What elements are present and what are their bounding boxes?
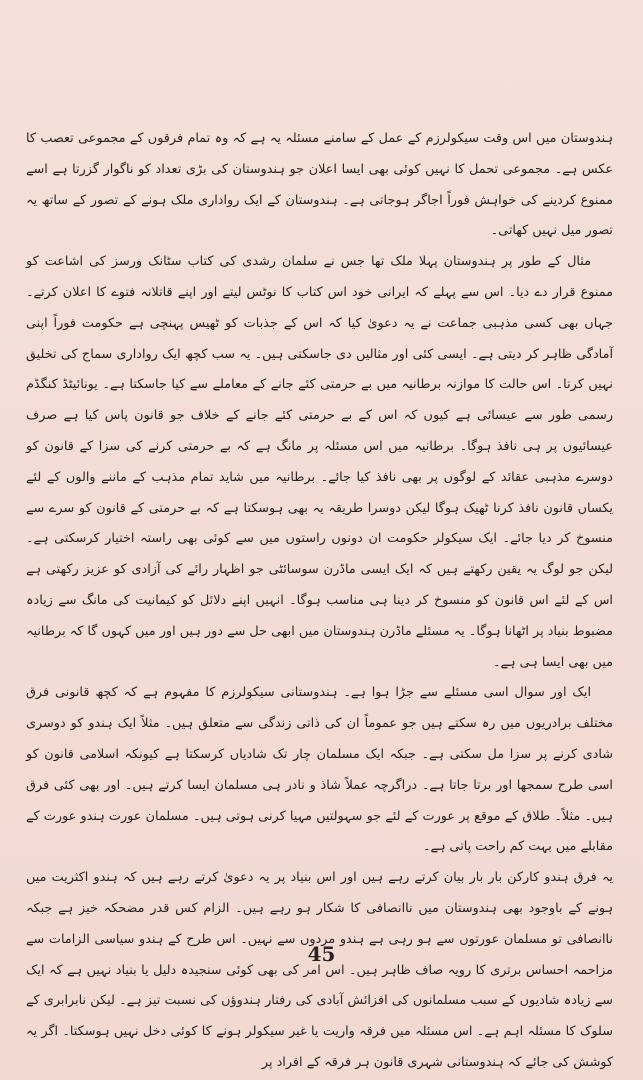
body-text <box>26 124 613 1079</box>
page-number: 45 <box>307 942 336 966</box>
paragraph: ہندوستان میں اس وقت سیکولرزم کے عمل کے سامنے مسئلہ یہ ہے کہ وہ تمام فرقوں کے مجموعی تعصب کا عکس ہے۔ مجموعی تحمل کا نہیں کوئی بھی ایسا اعلان جو ہندوستان کی بڑی تعداد کو ناگوار گزرتا ہے اسے ممنوع کردینے کی خواہش فوراً اجاگر ہوجاتی ہے۔ ہندوستان کے ایک رواداری ملک ہونے کے تصور کے ساتھ یہ تصور میل نہیں کھاتی۔ <box>26 131 613 239</box>
paragraph: مثال کے طور پر ہندوستان پہلا ملک تھا جس نے سلمان رشدی کی کتاب سٹانک ورسز کی اشاعت کو ممنوع قرار دے دیا۔ اس سے پہلے کہ ایرانی خود اس کتاب کا نوٹس لیتے اور اپنے قاتلانہ فتوے کا اعلان کرتے۔ جہاں بھی کسی مذہبی جماعت نے یہ دعویٰ کیا کہ اس کے جذبات کو ٹھیس پہنچی ہے حکومت فوراً اپنی آمادگی ظاہر کر دیتی ہے۔ ایسی کئی اور مثالیں دی جاسکتی ہیں۔ یہ سب کچھ ایک رواداری سماج کی تخلیق نہیں کرتا۔ اس حالت کا موازنہ برطانیہ میں بے حرمتی کئے جانے کے معاملے سے کیا جاسکتا ہے۔ یونائیٹڈ کنگڈم رسمی طور سے عیسائی ہے کیوں کہ اس کے بے حرمتی کئے جانے کے خلاف جو قانون پاس کیا ہے صرف عیسائیوں پر ہی نافذ ہوگا۔ برطانیہ میں اس مسئلہ پر مانگ ہے کہ بے حرمتی کرنے کی سزا کے قانون کو دوسرے مذہبی عقائد کے لوگوں پر بھی نافذ کیا جائے۔ برطانیہ میں شاید تمام مذہب کے ماننے والوں کے لئے یکساں قانون نافذ کرنا ٹھیک ہوگا لیکن دوسرا طریقہ یہ بھی ہوسکتا ہے کہ بے حرمتی کے قانون کو سرے سے منسوخ کر دیا جائے۔ ایک سیکولر حکومت ان دونوں راستوں میں سے کوئی بھی راستہ اختیار کرسکتی ہے۔ لیکن جو لوگ یہ یقین رکھتے ہیں کہ ایک ایسی ماڈرن سوسائٹی جو اظہار رائے کی آزادی کو عزیز رکھتی ہے اس کے لئے اس قانون کو منسوخ کر دینا ہی مناسب ہوگا۔ انہیں اپنے دلائل کو کیمانیت کی مانگ سے زیادہ مضبوط بنیاد پر اٹھانا ہوگا۔ یہ مسئلے ماڈرن ہندوستان میں ابھی حل سے دور ہیں اور میں کہوں گا کہ برطانیہ میں بھی ایسا ہی ہے۔ <box>26 254 613 670</box>
paragraph: ایک اور سوال اسی مسئلے سے جڑا ہوا ہے۔ ہندوستانی سیکولرزم کا مفہوم ہے کہ کچھ قانونی فرق مختلف برادریوں میں رہ سکتے ہیں جو عموماً ان کی ذاتی زندگی سے متعلق ہیں۔ مثلاً ایک ہندو کو دوسری شادی کرنے پر سزا مل سکتی ہے۔ جبکہ ایک مسلمان چار تک شادیاں کرسکتا ہے کیونکہ اسلامی قانون کو اسی طرح سمجھا اور برتا جاتا ہے۔ دراگرچہ عملاً شاذ و نادر ہی مسلمان ایسا کرتے ہیں۔ اور بھی کئی فرق ہیں۔ مثلاً۔ طلاق کے موقع پر عورت کے لئے جو سہولتیں مہیا کرنی ہوتی ہیں۔ مسلمان عورت ہندو عورت کے مقابلے میں بہت کم راحت پاتی ہے۔ <box>26 685 613 855</box>
paragraph: یہ فرق ہندو کارکن بار بار بیان کرتے رہے ہیں اور اس بنیاد پر یہ دعویٰ کرتے رہے ہیں کہ ہندو اکثریت میں ہونے کے باوجود بھی ہندوستان میں ناانصافی کا شکار ہو رہے ہیں۔ الزام کس قدر مضحکہ خیز ہے جبکہ ناانصافی تو مسلمان عورتوں سے ہو رہی ہے ہندو مردوں سے نہیں۔ اس طرح کے ہندو سیاسی الزامات سے مزاحمہ احساس برتری کا رویہ صاف ظاہر ہیں۔ اس امر کی بھی کوئی سنجیدہ دلیل یا بنیاد نہیں ہے کہ ایک سے زیادہ شادیوں کے سبب مسلمانوں کی افزائش آبادی کی رفتار ہندوؤں کی نسبت تیز ہے۔ لیکن نابرابری کے سلوک کا مسئلہ اہم ہے۔ اس مسئلہ میں فرقہ واریت یا غیر سیکولر ہونے کا کوئی دخل نہیں ہوسکتا۔ اگر یہ کوشش کی جائے کہ ہندوستانی شہری قانون ہر فرقہ کے افراد پر <box>26 870 613 1070</box>
